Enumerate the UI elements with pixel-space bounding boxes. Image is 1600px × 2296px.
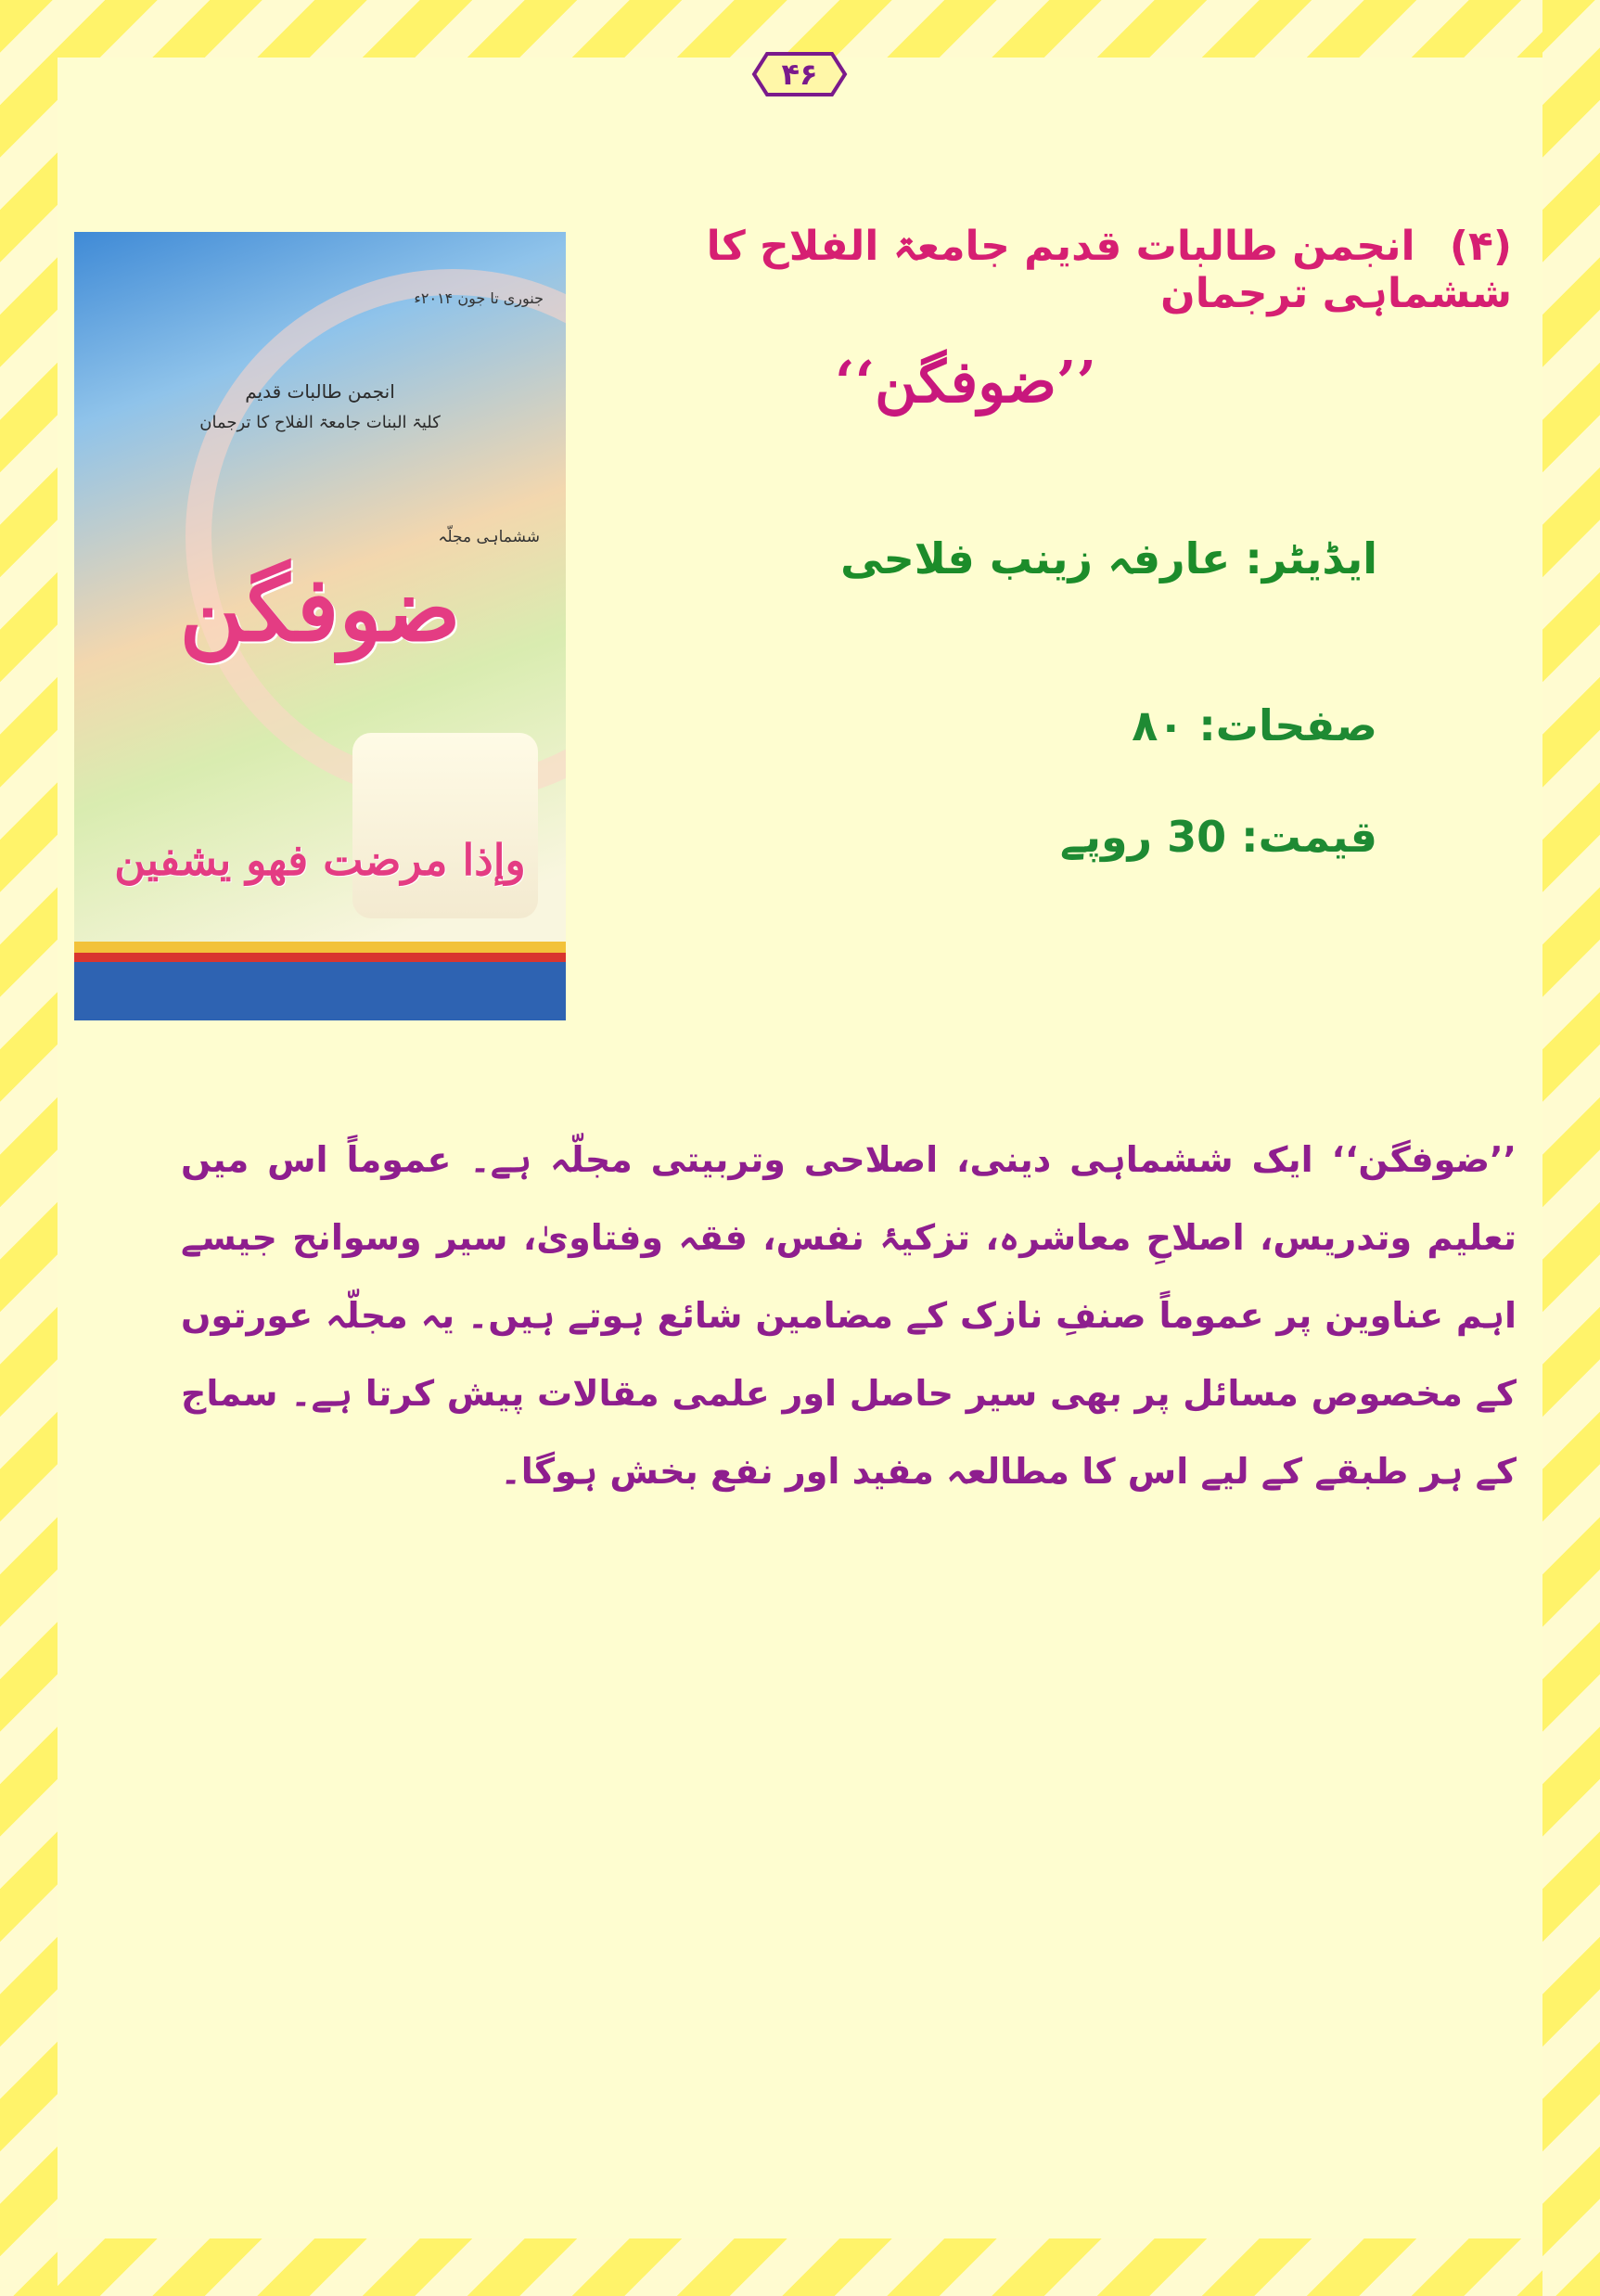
pages-line: صفحات: ۸۰ <box>1132 700 1377 750</box>
section-heading-text: انجمن طالبات قدیم جامعۃ الفلاح کا ششماہی ترجمان <box>706 223 1512 317</box>
editor-line: ایڈیٹر: عارفہ زینب فلاحی <box>840 533 1377 584</box>
page-frame-bottom <box>0 2238 1600 2296</box>
cover-title: ضوفگن <box>179 557 461 661</box>
page-frame-left <box>0 0 58 2296</box>
section-heading <box>584 223 1512 317</box>
cover-stripes <box>74 942 566 1020</box>
magazine-cover <box>74 232 566 1020</box>
magazine-title: ’’ضوفگن‘‘ <box>835 348 1097 416</box>
candle-image <box>352 733 538 918</box>
cover-association-line2: کلیۃ البنات جامعۃ الفلاح کا ترجمان <box>199 413 441 432</box>
cover-date: جنوری تا جون ۲۰۱۴ء <box>414 289 544 307</box>
cover-association-line1: انجمن طالبات قدیم <box>245 380 395 403</box>
cover-type-label: ششماہی مجلّہ <box>438 528 540 546</box>
price-line: قیمت: 30 روپے <box>1059 812 1377 862</box>
section-number: (۴) <box>1449 223 1512 270</box>
page-frame-right <box>1542 0 1600 2296</box>
description-paragraph: ’’ضوفگن‘‘ ایک ششماہی دینی، اصلاحی وتربیتی مجلّہ ہے۔ عموماً اس میں تعلیم وتدریس، اصلاحِ معاشرہ، تزکیۂ نفس، فقہ وفتاویٰ، سیر وسوانح جیسے اہم عناوین پر عموماً صنفِ نازک کے مضامین شائع ہوتے ہیں۔ یہ مجلّہ عورتوں کے مخصوص مسائل پر بھی سیر حاصل اور علمی مقالات پیش کرتا ہے۔ سماج کے ہر طبقے کے لیے اس کا مطالعہ مفید اور نفع بخش ہوگا۔ <box>181 1139 1517 1492</box>
cover-verse: وإذا مرضت فهو يشفين <box>114 835 526 885</box>
page-number: ۴۶ <box>781 57 818 92</box>
page-number-badge <box>749 46 851 102</box>
